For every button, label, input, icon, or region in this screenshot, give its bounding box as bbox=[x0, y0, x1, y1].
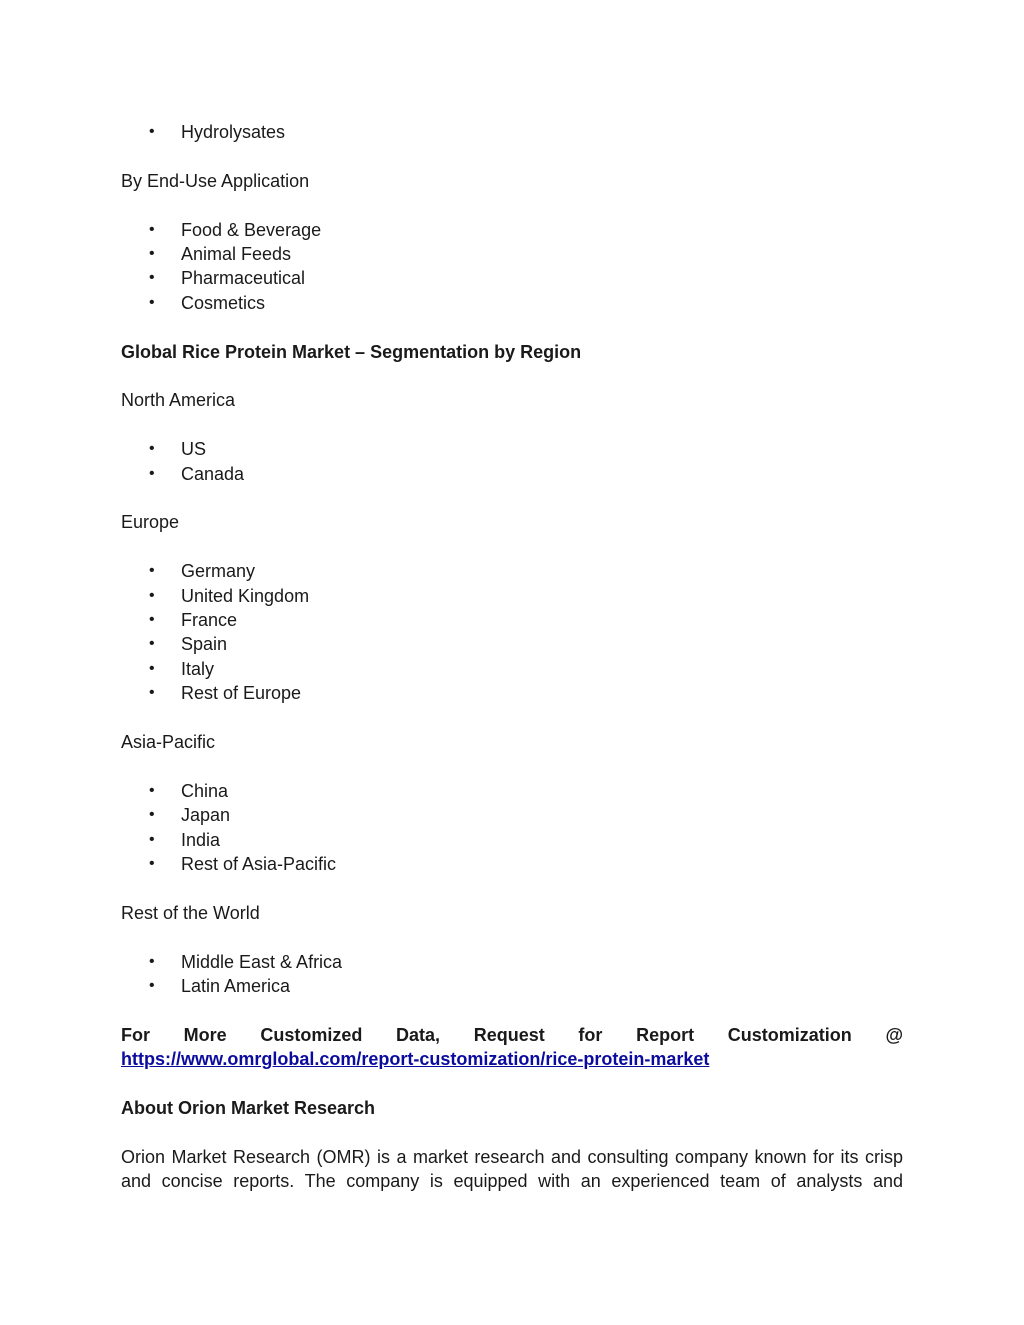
list-item: • Middle East & Africa bbox=[121, 950, 903, 974]
list-item: • United Kingdom bbox=[121, 584, 903, 608]
word: More bbox=[183, 1024, 227, 1045]
word: @ bbox=[885, 1024, 903, 1045]
list-item: • US bbox=[121, 437, 903, 461]
list-item: • Food & Beverage bbox=[121, 218, 903, 242]
list-item: • Cosmetics bbox=[121, 291, 903, 315]
customization-link[interactable]: https://www.omrglobal.com/report-customization/rice-protein-market bbox=[121, 1049, 710, 1070]
word: Customization bbox=[727, 1024, 852, 1045]
rest-of-world-list bbox=[121, 950, 903, 999]
about-heading: About Orion Market Research bbox=[121, 1098, 376, 1119]
list-item: • Rest of Europe bbox=[121, 681, 903, 705]
about-line-2: and concise reports. The company is equipped with an experienced team of analysts and bbox=[121, 1171, 903, 1192]
list-item: • Animal Feeds bbox=[121, 242, 903, 266]
form-list bbox=[121, 120, 903, 144]
word: for bbox=[578, 1024, 603, 1045]
region-heading-north-america: North America bbox=[121, 390, 236, 411]
word: Data, bbox=[396, 1024, 441, 1045]
region-heading-rest-of-world: Rest of the World bbox=[121, 902, 260, 923]
list-item: • Germany bbox=[121, 559, 903, 583]
list-item: • Rest of Asia-Pacific bbox=[121, 852, 903, 876]
list-item: • Hydrolysates bbox=[121, 120, 903, 144]
list-item: • Japan bbox=[121, 803, 903, 827]
word: For bbox=[121, 1024, 150, 1045]
list-item: • Spain bbox=[121, 632, 903, 656]
region-heading-europe: Europe bbox=[121, 512, 180, 533]
word: Request bbox=[473, 1024, 545, 1045]
customization-request-line bbox=[121, 1023, 903, 1047]
list-item: • Canada bbox=[121, 462, 903, 486]
list-item: • France bbox=[121, 608, 903, 632]
end-use-heading: By End-Use Application bbox=[121, 170, 310, 191]
about-line-1: Orion Market Research (OMR) is a market research and consulting company known for its crisp bbox=[121, 1146, 903, 1167]
document-page bbox=[121, 120, 903, 1194]
word: Report bbox=[636, 1024, 695, 1045]
asia-pacific-list bbox=[121, 779, 903, 877]
north-america-list bbox=[121, 437, 903, 486]
list-item: • Latin America bbox=[121, 974, 903, 998]
word: Customized bbox=[260, 1024, 363, 1045]
region-heading-asia-pacific: Asia-Pacific bbox=[121, 732, 216, 753]
list-item: • Pharmaceutical bbox=[121, 266, 903, 290]
list-item: • China bbox=[121, 779, 903, 803]
list-item: • India bbox=[121, 828, 903, 852]
europe-list bbox=[121, 559, 903, 705]
end-use-list bbox=[121, 218, 903, 316]
region-section-title: Global Rice Protein Market – Segmentation by Region bbox=[121, 341, 582, 362]
list-item: • Italy bbox=[121, 657, 903, 681]
